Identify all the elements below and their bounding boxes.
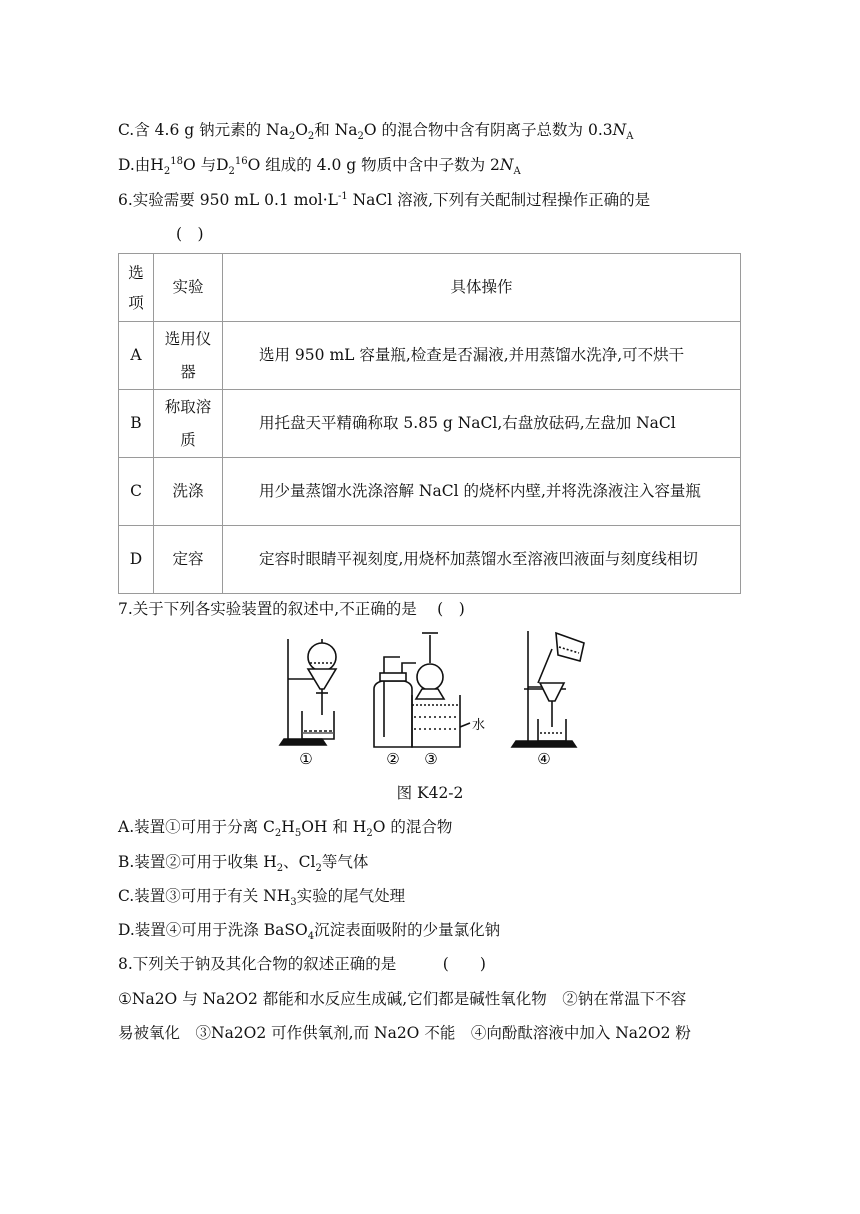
apparatus-figure	[266, 627, 592, 775]
table-row	[119, 390, 741, 458]
table-header-row	[119, 254, 741, 322]
q7-option-b: B.装置②可用于收集 $H_2$、$Cl_2$等气体	[118, 853, 369, 875]
row-experiment: 选用仪 器	[154, 322, 223, 390]
q6-stem: 6.实验需要 950 mL 0.1 $mol\cdot L^{-1}$ NaCl 溶液,下列有关配制过程操作正确的是	[118, 190, 651, 209]
row-operation: 选用 950 mL 容量瓶,检查是否漏液,并用蒸馏水洗净,可不烘干	[223, 322, 741, 390]
row-operation: 用少量蒸馏水洗涤溶解 NaCl 的烧杯内壁,并将洗涤液注入容量瓶	[223, 458, 741, 526]
q7-option-c: C.装置③可用于有关 $NH_3$实验的尾气处理	[118, 887, 406, 909]
header-operation: 具体操作	[223, 254, 741, 322]
apparatus-1	[280, 639, 336, 745]
table-row	[119, 322, 741, 390]
apparatus-4	[512, 631, 584, 747]
figure-caption: 图 K42-2	[396, 784, 464, 802]
label-2: ②	[386, 750, 400, 768]
header-experiment: 实验	[154, 254, 223, 322]
q5-option-c: C.含 4.6 g 钠元素的 $Na_2O_2$和 $Na_2O$ 的混合物中含有阴离子总数为 $0.3N_A$	[118, 121, 634, 143]
label-4: ④	[537, 750, 551, 768]
table-row	[119, 458, 741, 526]
row-option: A	[119, 322, 154, 390]
header-option: 选 项	[119, 254, 154, 322]
q7-stem: 7.关于下列各实验装置的叙述中,不正确的是 ( )	[118, 600, 465, 618]
q8-statement-line-2: 易被氧化 ③Na2O2 可作供氧剂,而 Na2O 不能 ④向酚酞溶液中加入 Na2O2 粉	[118, 1024, 691, 1042]
row-experiment: 称取溶 质	[154, 390, 223, 458]
label-3: ③	[424, 750, 438, 768]
q6-options-table	[118, 253, 741, 594]
apparatus-3	[412, 633, 470, 747]
label-1: ①	[299, 750, 313, 768]
apparatus-2	[374, 657, 416, 747]
q7-option-a: A.装置①可用于分离 $C_2H_5OH$ 和 $H_2O$ 的混合物	[118, 818, 453, 840]
row-operation: 用托盘天平精确称取 5.85 g NaCl,右盘放砝码,左盘加 NaCl	[223, 390, 741, 458]
q7-option-d: D.装置④可用于洗涤 BaSO$_4$沉淀表面吸附的少量氯化钠	[118, 921, 501, 943]
q6-answer-paren: ( )	[176, 225, 204, 243]
q8-statement-line-1: ①Na2O 与 Na2O2 都能和水反应生成碱,它们都是碱性氧化物 ②钠在常温下不容	[118, 990, 687, 1008]
row-option: C	[119, 458, 154, 526]
row-option: B	[119, 390, 154, 458]
row-experiment: 洗涤	[154, 458, 223, 526]
label-water: 水	[472, 718, 486, 733]
row-experiment: 定容	[154, 526, 223, 594]
q8-stem: 8.下列关于钠及其化合物的叙述正确的是 ( )	[118, 955, 486, 973]
table-row	[119, 526, 741, 594]
q5-option-d: D.由$H_2^{18}O$ 与$D_2^{16}O$ 组成的 4.0 g 物质中含中子数为 $2N_A$	[118, 155, 521, 178]
row-option: D	[119, 526, 154, 594]
row-operation: 定容时眼睛平视刻度,用烧杯加蒸馏水至溶液凹液面与刻度线相切	[223, 526, 741, 594]
